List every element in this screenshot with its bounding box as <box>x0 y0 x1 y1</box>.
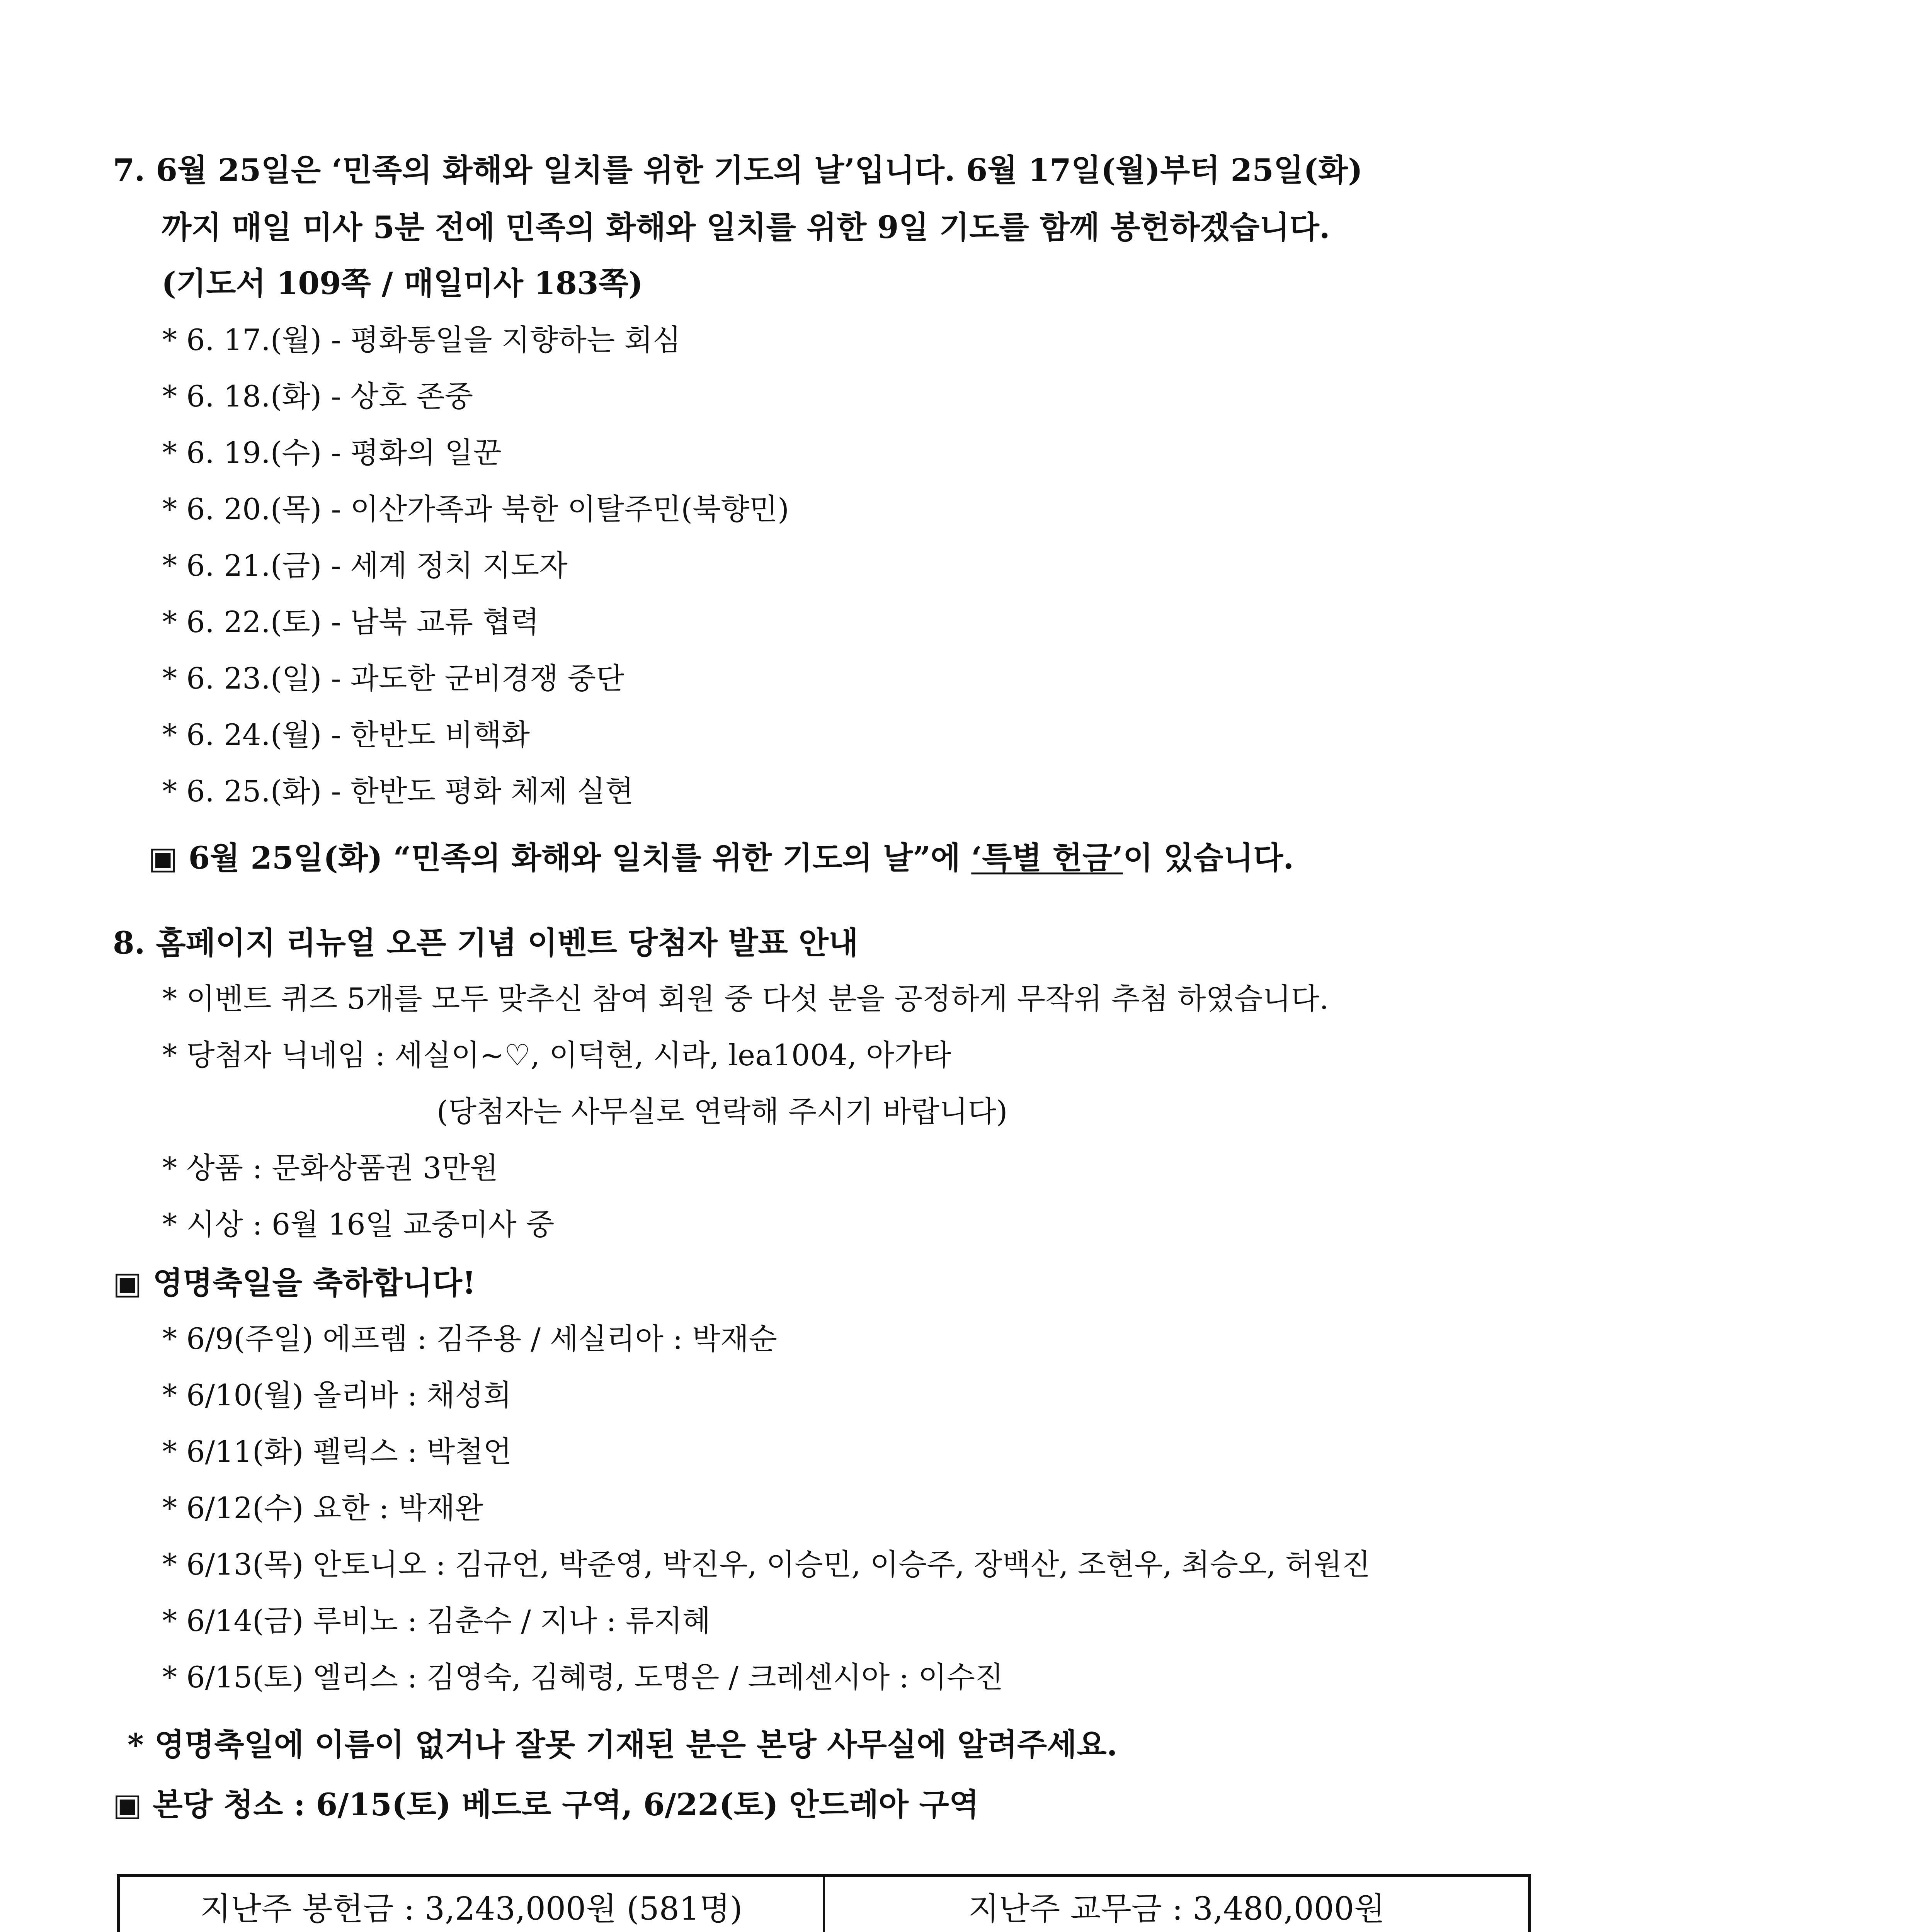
prayer-day-item: * 6. 18.(화) - 상호 존중 <box>162 379 473 413</box>
tithe-total: 지난주 교무금 : 3,480,000원 <box>823 1877 1528 1932</box>
feast-item: * 6/9(주일) 에프렘 : 김주용 / 세실리아 : 박재순 <box>162 1321 777 1356</box>
award-line: * 시상 : 6월 16일 교중미사 중 <box>162 1207 555 1242</box>
prayer-day-item: * 6. 25.(화) - 한반도 평화 체제 실현 <box>162 774 634 808</box>
section7-line2: 까지 매일 미사 5분 전에 민족의 화해와 일치를 위한 9일 기도를 함께 봉헌하겠습니다. <box>162 209 1330 245</box>
winners-contact-note: (당첨자는 사무실로 연락해 주시기 바랍니다) <box>437 1094 1008 1129</box>
special-offering-notice <box>148 840 1294 876</box>
feast-item: * 6/14(금) 루비노 : 김춘수 / 지나 : 류지혜 <box>162 1604 711 1638</box>
prayer-day-item: * 6. 23.(일) - 과도한 군비경쟁 중단 <box>162 661 624 696</box>
feast-title: ▣ 영명축일을 축하합니다! <box>113 1265 476 1301</box>
special-offering-prefix: ▣ 6월 25일(화) “민족의 화해와 일치를 위한 기도의 날”에 <box>148 840 972 876</box>
prayer-day-item: * 6. 24.(월) - 한반도 비핵화 <box>162 718 530 752</box>
prayer-day-item: * 6. 21.(금) - 세계 정치 지도자 <box>162 548 568 583</box>
special-offering-underlined: ‘특별 헌금’ <box>971 840 1123 876</box>
prayer-day-item: * 6. 22.(토) - 남북 교류 협력 <box>162 605 539 639</box>
prayer-day-item: * 6. 17.(월) - 평화통일을 지향하는 회심 <box>162 323 681 357</box>
event-info-line: * 이벤트 퀴즈 5개를 모두 맞추신 참여 회원 중 다섯 분을 공정하게 무작위 추첨 하였습니다. <box>162 981 1329 1016</box>
feast-item: * 6/13(목) 안토니오 : 김규언, 박준영, 박진우, 이승민, 이승주, 장백산, 조현우, 최승오, 허원진 <box>162 1547 1371 1582</box>
finance-box <box>117 1874 1531 1932</box>
section7-line3: (기도서 109쪽 / 매일미사 183쪽) <box>162 265 643 301</box>
prayer-day-item: * 6. 20.(목) - 이산가족과 북한 이탈주민(북향민) <box>162 492 789 526</box>
section8-title: 8. 홈페이지 리뉴얼 오픈 기념 이벤트 당첨자 발표 안내 <box>113 925 859 961</box>
winners-line: * 당첨자 닉네임 : 세실이~♡, 이덕현, 시라, lea1004, 아가타 <box>162 1038 951 1072</box>
feast-correction-note: * 영명축일에 이름이 없거나 잘못 기재된 분은 본당 사무실에 알려주세요. <box>128 1726 1118 1763</box>
feast-item: * 6/11(화) 펠릭스 : 박철언 <box>162 1434 512 1469</box>
offering-total: 지난주 봉헌금 : 3,243,000원 (581명) <box>200 1890 743 1927</box>
feast-item: * 6/12(수) 요한 : 박재완 <box>162 1491 483 1525</box>
section7-line1: 7. 6월 25일은 ‘민족의 화해와 일치를 위한 기도의 날’입니다. 6월 17일(월)부터 25일(화) <box>113 152 1363 188</box>
prayer-day-item: * 6. 19.(수) - 평화의 일꾼 <box>162 435 502 470</box>
feast-item: * 6/15(토) 엘리스 : 김영숙, 김혜령, 도명은 / 크레센시아 : 이수진 <box>162 1660 1004 1694</box>
prize-line: * 상품 : 문화상품권 3만원 <box>162 1151 499 1185</box>
special-offering-suffix: 이 있습니다. <box>1123 840 1294 876</box>
feast-item: * 6/10(월) 올리바 : 채성희 <box>162 1378 512 1412</box>
cleaning-schedule: ▣ 본당 청소 : 6/15(토) 베드로 구역, 6/22(토) 안드레아 구역 <box>113 1786 979 1823</box>
